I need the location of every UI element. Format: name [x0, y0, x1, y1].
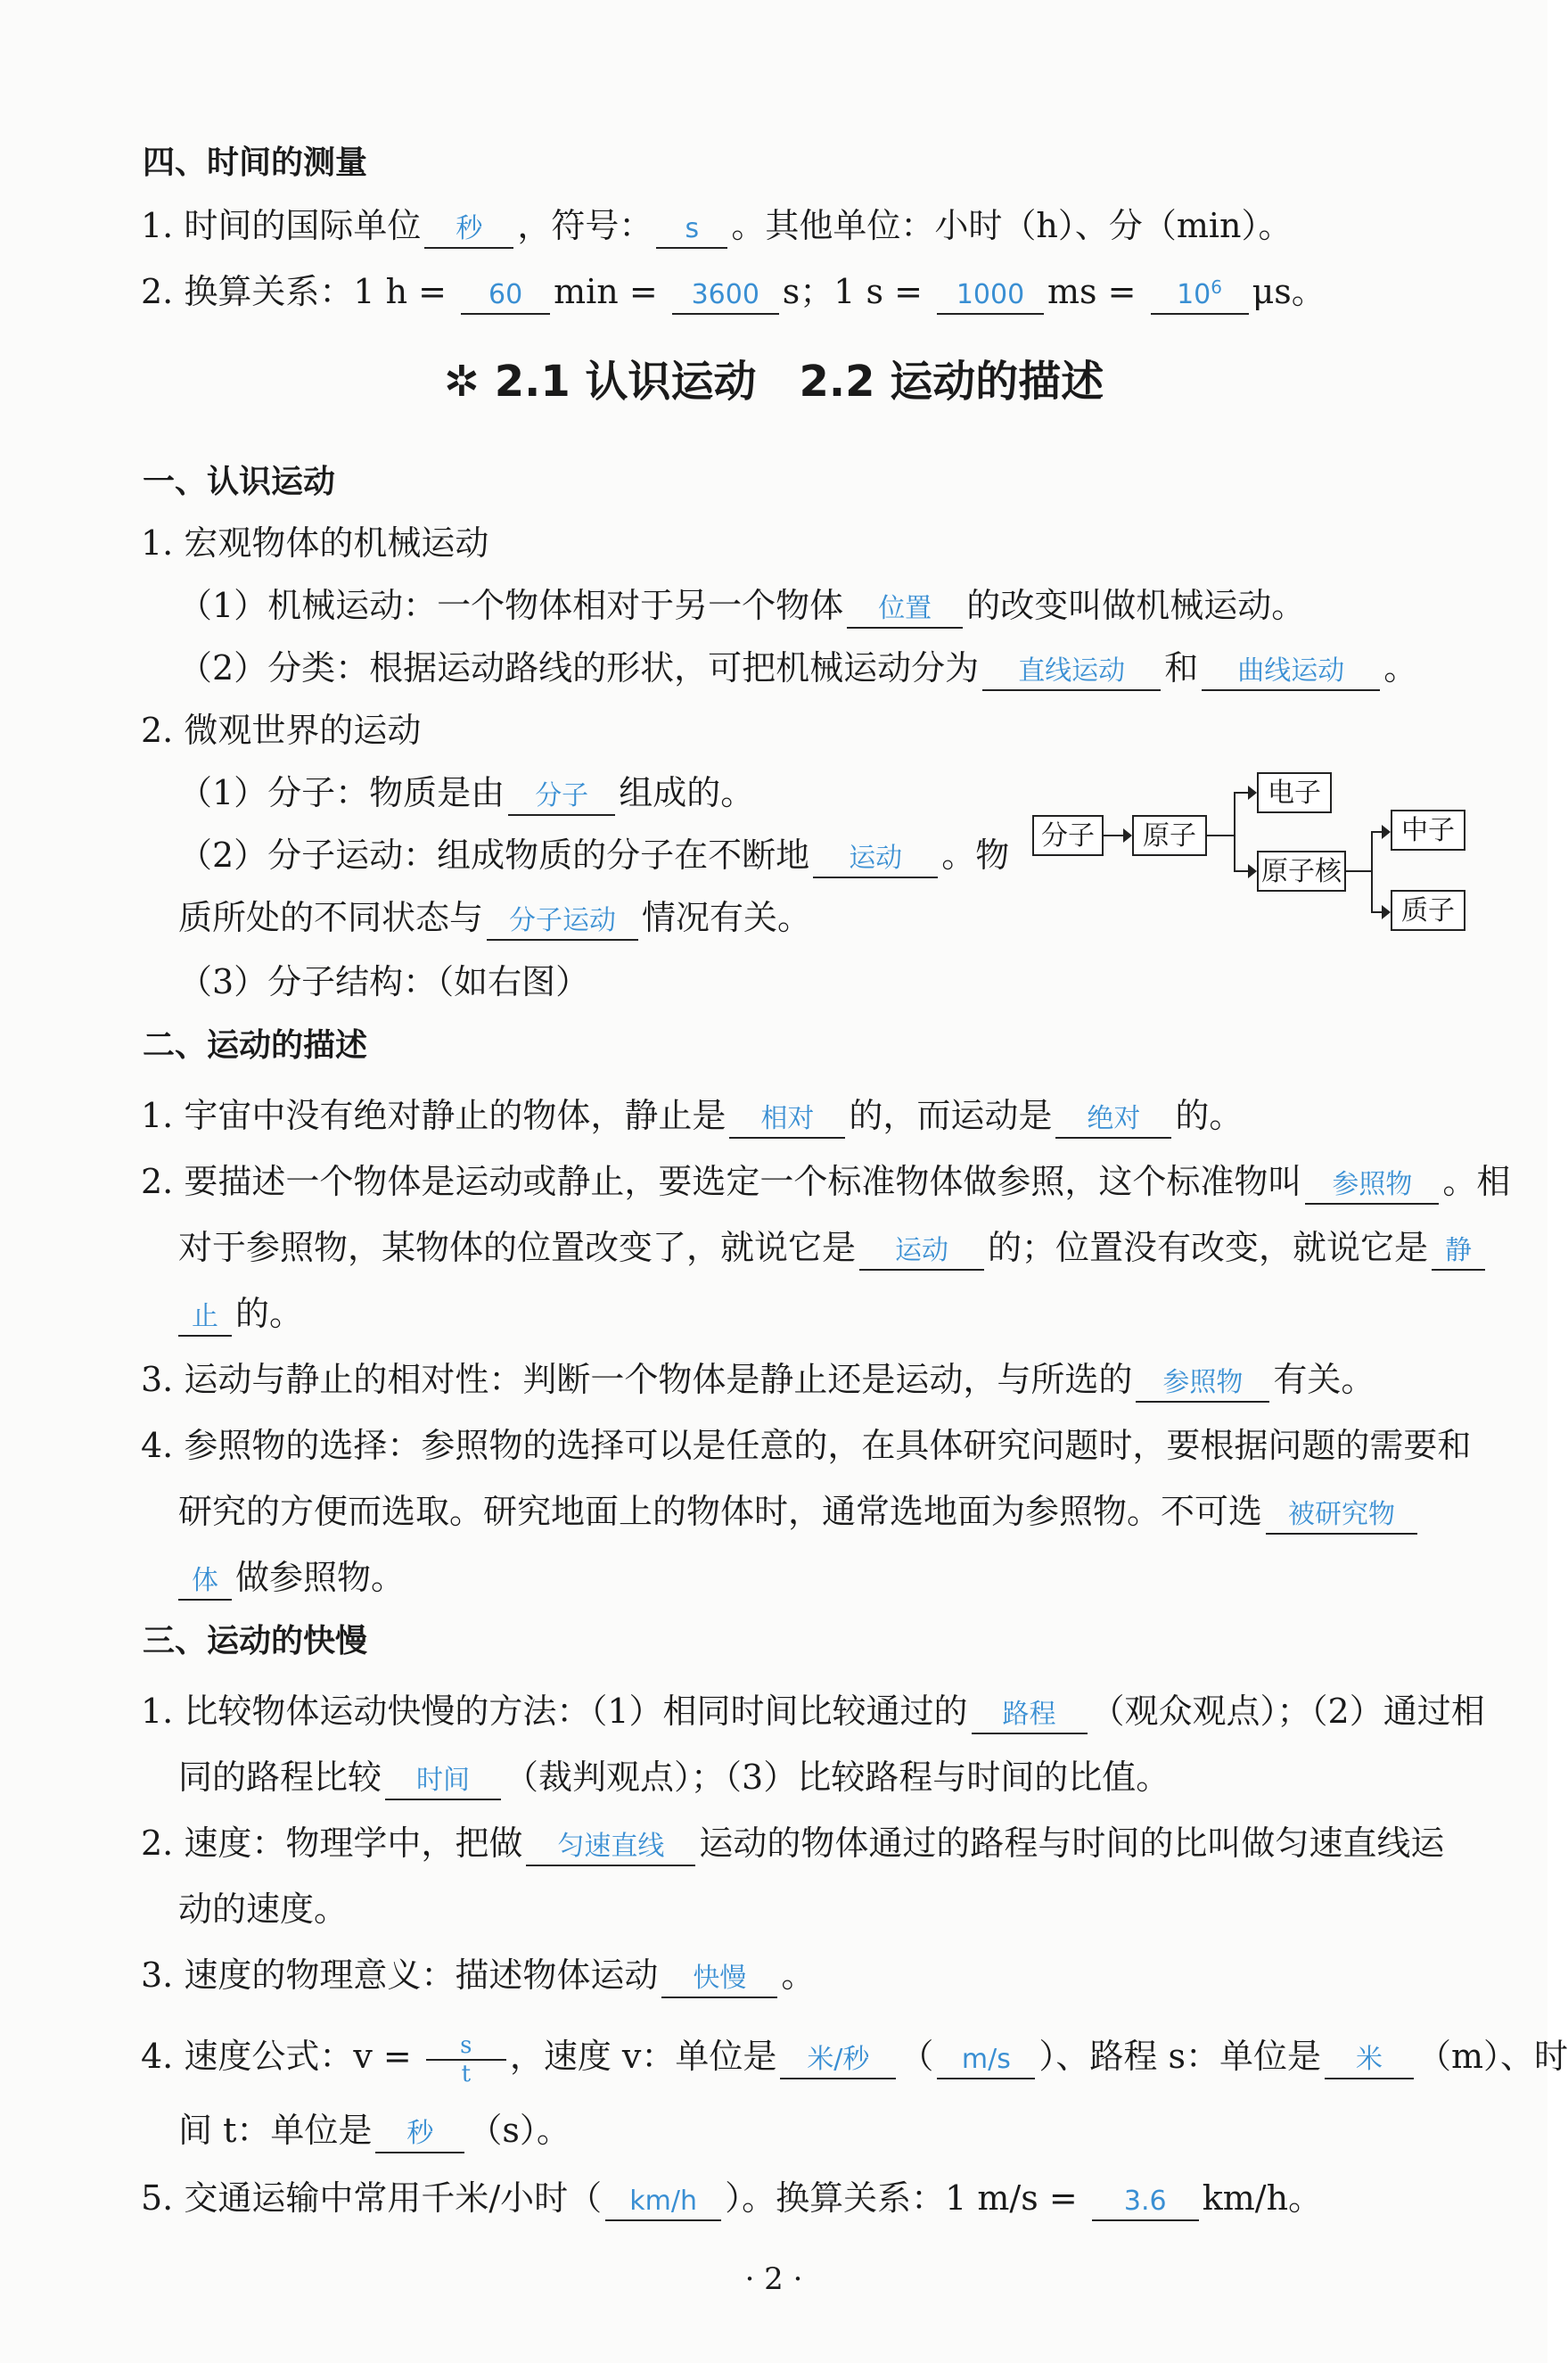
text: 和 [1164, 648, 1199, 687]
item-text [141, 1823, 1444, 1866]
answer-blank: 相对 [729, 1101, 845, 1139]
text: ，速度 v：单位是 [509, 2037, 777, 2076]
item-text: 4. 参照物的选择：参照物的选择可以是任意的，在具体研究问题时，要根据问题的需要和 [141, 1426, 1472, 1465]
text: min = [554, 272, 669, 311]
text: 。 [781, 1955, 816, 1995]
connector-line [1207, 835, 1234, 836]
connector-line [1346, 870, 1371, 872]
section-heading-motion: 一、认识运动 [143, 464, 336, 500]
answer-blank: m/s [937, 2042, 1035, 2079]
text: （2）分子运动：组成物质的分子在不断地 [178, 836, 810, 875]
fraction-numerator: s [460, 2031, 472, 2059]
answer-blank: km/h [605, 2184, 721, 2221]
answer-blank: 秒 [424, 211, 513, 249]
box-proton: 质子 [1391, 890, 1465, 931]
answer-blank: 快慢 [661, 1961, 777, 1998]
text: 4. 速度公式：v = [141, 2037, 423, 2076]
item-text [178, 772, 754, 816]
item-text [178, 1491, 1421, 1535]
answer-blank: 60 [461, 277, 550, 315]
text: 间 t：单位是 [178, 2111, 373, 2150]
text: 研究的方便而选取。研究地面上的物体时，通常选地面为参照物。不可选 [178, 1492, 1263, 1531]
answer-blank: 3.6 [1092, 2184, 1199, 2221]
arrow-head [1248, 786, 1257, 800]
text: s；1 s = [782, 272, 934, 311]
answer-blank [1151, 269, 1249, 315]
text: 。其他单位：小时（h）、分（min）。 [731, 206, 1293, 245]
arrow-head [1382, 825, 1391, 839]
answer-blank: 直线运动 [982, 654, 1161, 691]
answer-blank: 路程 [972, 1697, 1088, 1734]
item-text [141, 1691, 1485, 1734]
item-text [178, 647, 1417, 691]
text: ）、路程 s：单位是 [1038, 2037, 1321, 2076]
item-text [141, 2178, 1322, 2221]
item-text [141, 1161, 1510, 1205]
text: 1. 宇宙中没有绝对静止的物体，静止是 [141, 1096, 727, 1135]
item-text: 1. 宏观物体的机械运动 [141, 523, 489, 563]
answer-blank: 止 [178, 1299, 232, 1337]
speed-formula-fraction [426, 2032, 506, 2087]
text: 2. 要描述一个物体是运动或静止，要选定一个标准物体做参照，这个标准物叫 [141, 1162, 1302, 1201]
item-text [178, 2110, 571, 2153]
arrow-head [1123, 828, 1132, 843]
box-electron: 电子 [1257, 772, 1332, 813]
text: 有关。 [1273, 1360, 1375, 1399]
item-text [178, 585, 1305, 629]
answer-blank: s [656, 211, 727, 249]
arrow-head [1382, 905, 1391, 919]
answer-blank: 3600 [672, 277, 779, 315]
time-unit-line [141, 205, 1293, 249]
text: 。 [1383, 648, 1418, 687]
text: 1. 时间的国际单位 [141, 206, 422, 245]
text: （观众观点）；（2）通过相 [1090, 1692, 1485, 1731]
item-text [141, 1955, 815, 1998]
text: 情况有关。 [642, 898, 812, 937]
answer-blank: 运动 [859, 1233, 984, 1271]
answer-blank: 1000 [937, 277, 1044, 315]
text: 做参照物。 [235, 1558, 406, 1597]
fraction-denominator: t [461, 2060, 472, 2087]
text: 运动的物体通过的路程与时间的比叫做匀速直线运 [699, 1824, 1445, 1863]
answer-blank: 米/秒 [780, 2042, 896, 2079]
answer-exponent: 6 [1211, 276, 1223, 298]
answer-blank: 分子 [508, 778, 615, 816]
answer-blank: 被研究物 [1266, 1497, 1417, 1535]
answer-blank: 时间 [385, 1763, 501, 1800]
text: 。物 [941, 836, 1010, 875]
answer-blank: 分子运动 [487, 903, 638, 941]
answer-blank: 运动 [813, 841, 938, 878]
item-text: 动的速度。 [178, 1890, 349, 1929]
text: （s）。 [468, 2111, 571, 2150]
box-nucleus: 原子核 [1257, 851, 1346, 892]
text: （1）机械运动：一个物体相对于另一个物体 [178, 586, 844, 625]
answer-blank: 位置 [847, 591, 963, 629]
answer-base: 10 [1177, 279, 1211, 310]
text: 2. 速度：物理学中，把做 [141, 1824, 523, 1863]
answer-blank: 曲线运动 [1202, 654, 1380, 691]
text: 组成的。 [619, 773, 755, 812]
answer-blank: 参照物 [1136, 1365, 1269, 1403]
box-neutron: 中子 [1391, 810, 1465, 851]
text: （裁判观点）；（3）比较路程与时间的比值。 [505, 1758, 1170, 1797]
item-text [178, 1757, 1170, 1800]
arrow-head [1248, 864, 1257, 878]
item-text [178, 1227, 1489, 1271]
text: 质所处的不同状态与 [178, 898, 484, 937]
item-text [141, 1359, 1375, 1403]
text: 的。 [235, 1294, 304, 1333]
answer-blank: 静 [1432, 1233, 1485, 1271]
answer-blank: 参照物 [1305, 1167, 1439, 1205]
text: 的，而运动是 [849, 1096, 1053, 1135]
text: ms = [1047, 272, 1147, 311]
item-text [178, 897, 811, 941]
answer-blank: 秒 [375, 2116, 464, 2153]
lesson-title: ✲ 2.1 认识运动 2.2 运动的描述 [443, 357, 1104, 407]
answer-blank: 体 [178, 1563, 232, 1601]
item-text [178, 1557, 405, 1601]
text: 2. 换算关系：1 h = [141, 272, 458, 311]
text: 的；位置没有改变，就说它是 [988, 1228, 1429, 1267]
section-heading-speed: 三、运动的快慢 [143, 1623, 368, 1659]
item-text [178, 835, 1009, 878]
item-text [141, 2021, 1568, 2092]
text: 3. 速度的物理意义：描述物体运动 [141, 1955, 659, 1995]
text: 5. 交通运输中常用千米/小时（ [141, 2178, 603, 2218]
connector-line [1371, 831, 1373, 913]
section-heading-description: 二、运动的描述 [143, 1027, 368, 1064]
text: 对于参照物，某物体的位置改变了，就说它是 [178, 1228, 857, 1267]
connector-line [1234, 792, 1236, 872]
box-molecule: 分子 [1032, 815, 1104, 856]
text: μs。 [1252, 272, 1326, 311]
text: 3. 运动与静止的相对性：判断一个物体是静止还是运动，与所选的 [141, 1360, 1133, 1399]
text: ，符号： [517, 206, 653, 245]
text: 同的路程比较 [178, 1758, 382, 1797]
text: 1. 比较物体运动快慢的方法：（1）相同时间比较通过的 [141, 1692, 968, 1731]
item-text [141, 1095, 1243, 1139]
item-text: 2. 微观世界的运动 [141, 711, 422, 750]
text: ）。换算关系：1 m/s = [725, 2178, 1088, 2218]
time-conversion-line [141, 269, 1326, 315]
text: 的。 [1175, 1096, 1244, 1135]
text: km/h。 [1202, 2178, 1323, 2218]
answer-blank: 米 [1325, 2042, 1414, 2079]
text: 。相 [1442, 1162, 1511, 1201]
text: （m）、时 [1416, 2037, 1568, 2076]
answer-blank: 匀速直线 [526, 1829, 695, 1866]
text: （1）分子：物质是由 [178, 773, 505, 812]
answer-blank: 绝对 [1055, 1101, 1171, 1139]
item-text [178, 1293, 303, 1337]
item-text: （3）分子结构：（如右图） [178, 962, 590, 1001]
text: （2）分类：根据运动路线的形状，可把机械运动分为 [178, 648, 980, 687]
text: （ [899, 2037, 934, 2076]
section-heading-time: 四、时间的测量 [143, 144, 368, 181]
box-atom: 原子 [1132, 815, 1207, 856]
text: 的改变叫做机械运动。 [966, 586, 1306, 625]
page-number: · 2 · [744, 2261, 803, 2297]
